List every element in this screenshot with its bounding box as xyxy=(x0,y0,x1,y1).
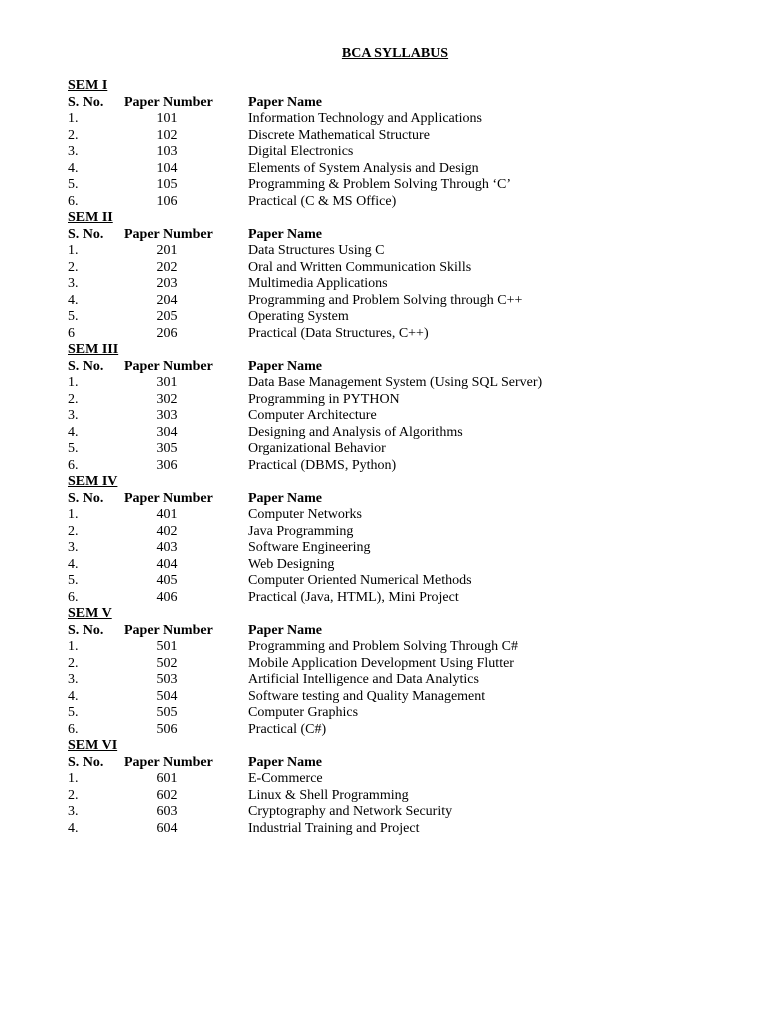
paper-number: 402 xyxy=(156,523,178,539)
paper-number: 206 xyxy=(156,325,178,341)
paper-name: Practical (DBMS, Python) xyxy=(248,457,397,473)
serial-number: 2. xyxy=(68,655,79,671)
paper-row xyxy=(68,639,748,656)
paper-number-column-header: Paper Number xyxy=(124,754,213,770)
paper-row xyxy=(68,144,748,161)
paper-name-column-header: Paper Name xyxy=(248,622,322,638)
serial-number: 1. xyxy=(68,243,79,258)
semester-section xyxy=(68,210,748,342)
paper-name: Information Technology and Applications xyxy=(248,111,482,126)
serial-number: 2. xyxy=(68,391,79,407)
paper-number: 305 xyxy=(156,441,178,456)
paper-name: Computer Networks xyxy=(248,507,362,522)
paper-name-column-header: Paper Name xyxy=(248,94,322,110)
paper-name: Practical (C & MS Office) xyxy=(248,193,397,209)
paper-name-column-header: Paper Name xyxy=(248,226,322,242)
paper-row xyxy=(68,788,748,805)
paper-number: 202 xyxy=(156,259,178,275)
paper-name: Elements of System Analysis and Design xyxy=(248,160,479,176)
paper-name: Software testing and Quality Management xyxy=(248,688,486,704)
paper-row xyxy=(68,458,748,475)
paper-row xyxy=(68,524,748,541)
paper-row xyxy=(68,672,748,689)
paper-row xyxy=(68,590,748,607)
sno-column-header: S. No. xyxy=(68,754,104,770)
paper-row xyxy=(68,194,748,211)
paper-name: Computer Architecture xyxy=(248,408,377,423)
paper-name: Organizational Behavior xyxy=(248,441,386,456)
semester-heading: SEM V xyxy=(68,606,112,621)
column-header-row xyxy=(68,95,748,112)
serial-number: 3. xyxy=(68,144,79,159)
paper-name: Multimedia Applications xyxy=(248,276,388,291)
serial-number: 1. xyxy=(68,111,79,126)
paper-number: 103 xyxy=(156,144,178,159)
semester-section xyxy=(68,342,748,474)
paper-name: Programming and Problem Solving Through C# xyxy=(248,639,519,654)
paper-name: Practical (C#) xyxy=(248,721,327,737)
semester-heading: SEM I xyxy=(68,78,108,93)
paper-number: 403 xyxy=(156,540,178,555)
serial-number: 5. xyxy=(68,309,79,324)
serial-number: 4. xyxy=(68,556,79,572)
paper-number: 401 xyxy=(156,507,178,522)
paper-number-column-header: Paper Number xyxy=(124,622,213,638)
paper-name: Programming in PYTHON xyxy=(248,391,400,407)
paper-row xyxy=(68,375,748,392)
serial-number: 6. xyxy=(68,193,79,209)
serial-number: 1. xyxy=(68,771,79,786)
serial-number: 3. xyxy=(68,408,79,423)
paper-row xyxy=(68,309,748,326)
paper-row xyxy=(68,821,748,838)
paper-row xyxy=(68,326,748,343)
paper-number: 303 xyxy=(156,408,178,423)
paper-name: Oral and Written Communication Skills xyxy=(248,259,472,275)
paper-name: E-Commerce xyxy=(248,771,323,786)
column-header-row xyxy=(68,491,748,508)
paper-name: Computer Oriented Numerical Methods xyxy=(248,573,472,588)
semester-section xyxy=(68,606,748,738)
paper-number: 201 xyxy=(156,243,178,258)
paper-number: 102 xyxy=(156,127,178,143)
paper-number: 104 xyxy=(156,160,178,176)
serial-number: 3. xyxy=(68,672,79,687)
semester-heading: SEM IV xyxy=(68,474,118,489)
serial-number: 4. xyxy=(68,688,79,704)
paper-number: 105 xyxy=(156,177,178,192)
semester-section xyxy=(68,474,748,606)
serial-number: 1. xyxy=(68,507,79,522)
paper-name: Operating System xyxy=(248,309,349,324)
semester-heading: SEM II xyxy=(68,210,113,225)
paper-number: 302 xyxy=(156,391,178,407)
paper-number: 205 xyxy=(156,309,178,324)
semester-heading: SEM III xyxy=(68,342,119,357)
paper-row xyxy=(68,177,748,194)
paper-name: Data Base Management System (Using SQL Server) xyxy=(248,375,543,390)
paper-row xyxy=(68,804,748,821)
serial-number: 4. xyxy=(68,292,79,308)
paper-name: Web Designing xyxy=(248,556,335,572)
paper-name: Discrete Mathematical Structure xyxy=(248,127,430,143)
paper-number: 602 xyxy=(156,787,178,803)
serial-number: 6 xyxy=(68,325,75,341)
paper-row xyxy=(68,573,748,590)
paper-row xyxy=(68,111,748,128)
sno-column-header: S. No. xyxy=(68,226,104,242)
semester-heading: SEM VI xyxy=(68,738,118,753)
paper-row xyxy=(68,408,748,425)
serial-number: 5. xyxy=(68,705,79,720)
paper-name: Linux & Shell Programming xyxy=(248,787,409,803)
paper-number: 603 xyxy=(156,804,178,819)
sno-column-header: S. No. xyxy=(68,358,104,374)
paper-number: 505 xyxy=(156,705,178,720)
paper-row xyxy=(68,557,748,574)
paper-row xyxy=(68,656,748,673)
paper-name: Programming and Problem Solving through C++ xyxy=(248,292,523,308)
paper-number: 604 xyxy=(156,820,178,836)
serial-number: 1. xyxy=(68,639,79,654)
paper-name: Programming & Problem Solving Through ‘C’ xyxy=(248,177,512,192)
paper-number: 506 xyxy=(156,721,178,737)
paper-name: Industrial Training and Project xyxy=(248,820,420,836)
sno-column-header: S. No. xyxy=(68,490,104,506)
serial-number: 4. xyxy=(68,820,79,836)
paper-number: 106 xyxy=(156,193,178,209)
serial-number: 6. xyxy=(68,589,79,605)
serial-number: 3. xyxy=(68,804,79,819)
paper-number: 502 xyxy=(156,655,178,671)
paper-name: Practical (Data Structures, C++) xyxy=(248,325,429,341)
paper-name: Mobile Application Development Using Flutter xyxy=(248,655,514,671)
paper-row xyxy=(68,540,748,557)
paper-number-column-header: Paper Number xyxy=(124,490,213,506)
paper-number: 404 xyxy=(156,556,178,572)
paper-row xyxy=(68,293,748,310)
paper-row xyxy=(68,128,748,145)
serial-number: 6. xyxy=(68,721,79,737)
paper-row xyxy=(68,260,748,277)
syllabus-content xyxy=(68,78,748,837)
paper-row xyxy=(68,425,748,442)
paper-name-column-header: Paper Name xyxy=(248,754,322,770)
paper-number: 501 xyxy=(156,639,178,654)
serial-number: 2. xyxy=(68,523,79,539)
serial-number: 5. xyxy=(68,573,79,588)
paper-name: Artificial Intelligence and Data Analytics xyxy=(248,672,479,687)
serial-number: 5. xyxy=(68,177,79,192)
paper-number: 503 xyxy=(156,672,178,687)
paper-number-column-header: Paper Number xyxy=(124,358,213,374)
serial-number: 2. xyxy=(68,127,79,143)
column-header-row xyxy=(68,359,748,376)
paper-name-column-header: Paper Name xyxy=(248,358,322,374)
paper-name: Java Programming xyxy=(248,523,354,539)
paper-number: 203 xyxy=(156,276,178,291)
paper-name-column-header: Paper Name xyxy=(248,490,322,506)
paper-name: Designing and Analysis of Algorithms xyxy=(248,424,463,440)
paper-number-column-header: Paper Number xyxy=(124,94,213,110)
serial-number: 4. xyxy=(68,160,79,176)
paper-row xyxy=(68,689,748,706)
serial-number: 4. xyxy=(68,424,79,440)
semester-section xyxy=(68,738,748,837)
document-title: BCA SYLLABUS xyxy=(341,46,449,61)
paper-name: Digital Electronics xyxy=(248,144,354,159)
paper-number-column-header: Paper Number xyxy=(124,226,213,242)
paper-row xyxy=(68,441,748,458)
paper-number: 204 xyxy=(156,292,178,308)
paper-name: Computer Graphics xyxy=(248,705,359,720)
paper-number: 306 xyxy=(156,457,178,473)
serial-number: 6. xyxy=(68,457,79,473)
serial-number: 3. xyxy=(68,540,79,555)
paper-name: Data Structures Using C xyxy=(248,243,385,258)
paper-name: Cryptography and Network Security xyxy=(248,804,453,819)
paper-number: 304 xyxy=(156,424,178,440)
paper-row xyxy=(68,243,748,260)
column-header-row xyxy=(68,755,748,772)
serial-number: 2. xyxy=(68,787,79,803)
paper-row xyxy=(68,771,748,788)
paper-name: Software Engineering xyxy=(248,540,371,555)
serial-number: 5. xyxy=(68,441,79,456)
semester-section xyxy=(68,78,748,210)
sno-column-header: S. No. xyxy=(68,94,104,110)
paper-name: Practical (Java, HTML), Mini Project xyxy=(248,589,459,605)
column-header-row xyxy=(68,623,748,640)
serial-number: 2. xyxy=(68,259,79,275)
serial-number: 1. xyxy=(68,375,79,390)
paper-row xyxy=(68,276,748,293)
paper-row xyxy=(68,722,748,739)
paper-row xyxy=(68,705,748,722)
serial-number: 3. xyxy=(68,276,79,291)
paper-number: 301 xyxy=(156,375,178,390)
paper-row xyxy=(68,507,748,524)
paper-row xyxy=(68,392,748,409)
paper-number: 101 xyxy=(156,111,178,126)
sno-column-header: S. No. xyxy=(68,622,104,638)
paper-row xyxy=(68,161,748,178)
paper-number: 504 xyxy=(156,688,178,704)
paper-number: 405 xyxy=(156,573,178,588)
paper-number: 406 xyxy=(156,589,178,605)
column-header-row xyxy=(68,227,748,244)
paper-number: 601 xyxy=(156,771,178,786)
